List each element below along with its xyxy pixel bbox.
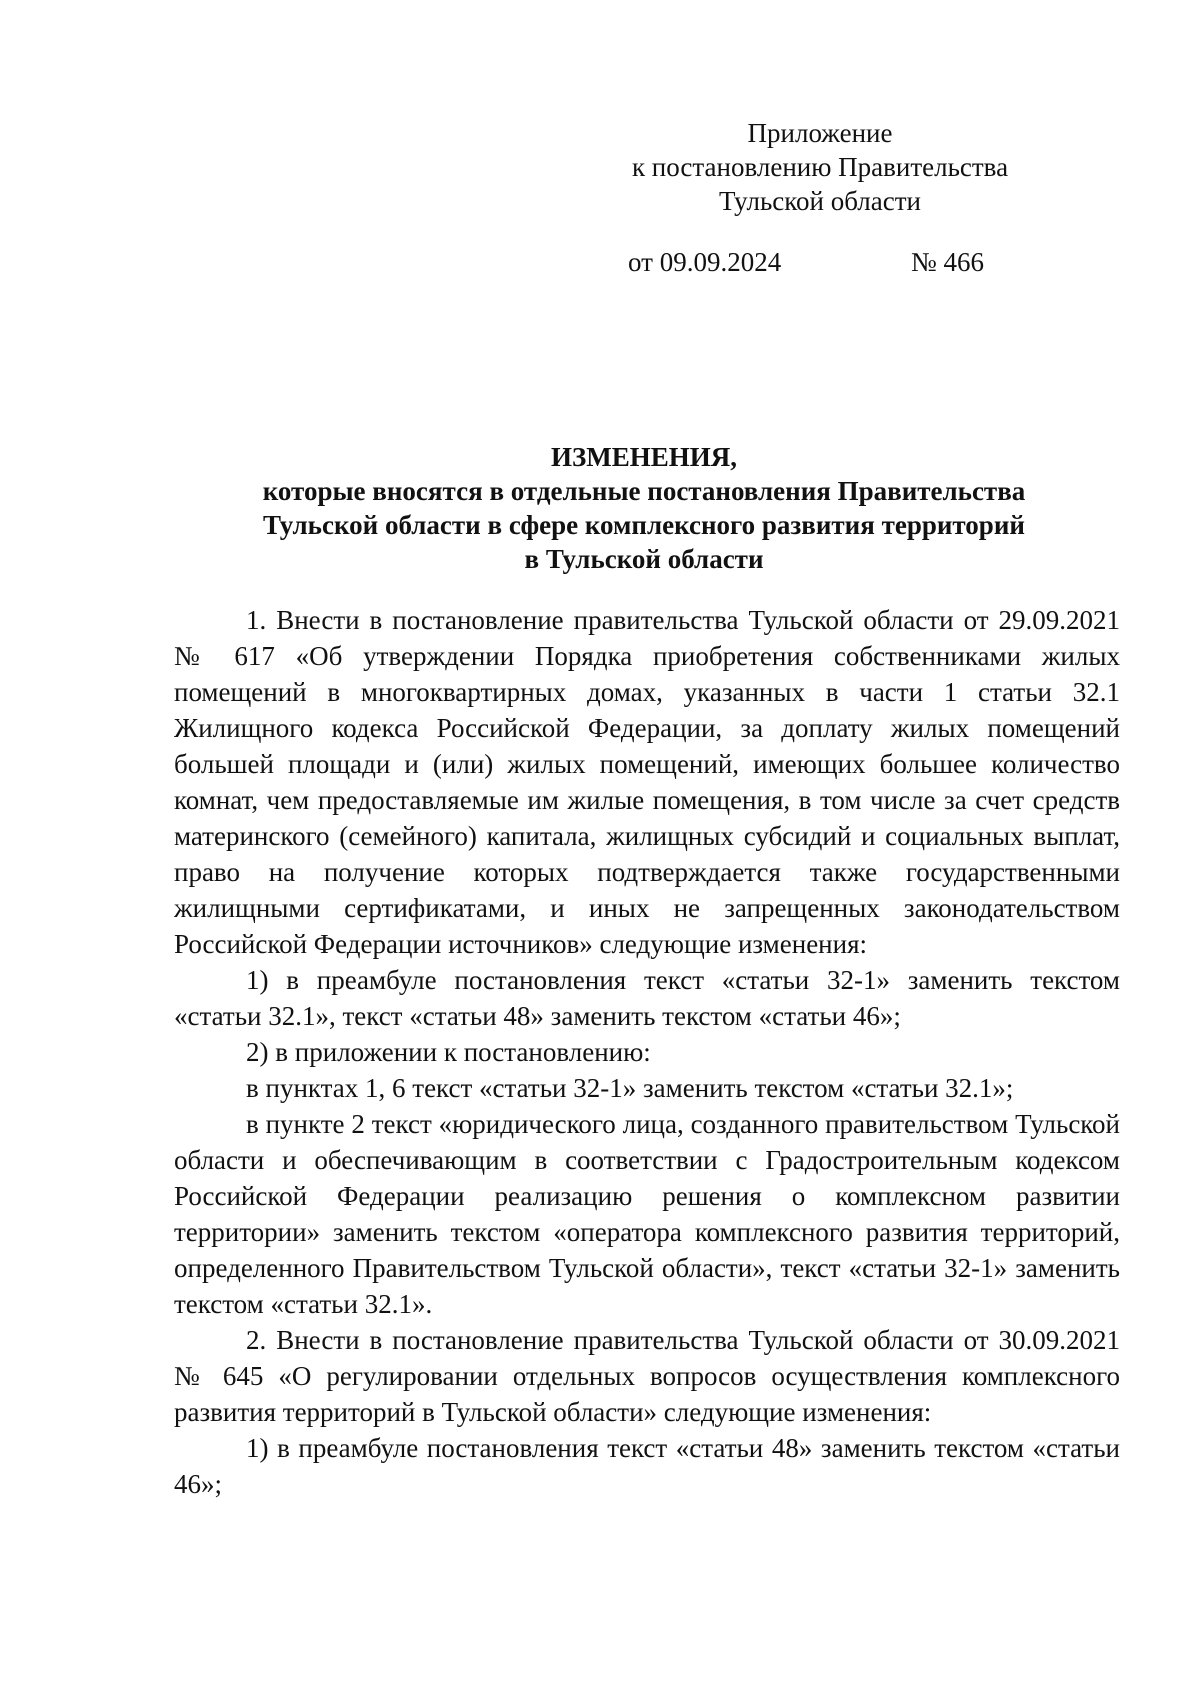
document-body: [174, 602, 1120, 1502]
appendix-region: Тульской области: [719, 186, 921, 216]
appendix-header: [620, 116, 1020, 218]
decree-number: № 466: [911, 247, 985, 277]
paragraph-subitem: 2) в приложении к постановлению:: [246, 1037, 651, 1067]
paragraph-subitem: в пункте 2 текст «юридического лица, созданного правительством Тульской области и обеспечивающим в соответствии с Градостроительным кодексом Российской Федерации реализацию решения о комплексном развитии территории» заменить текстом «оператора комплексного развития территорий, определенного Правительством Тульской области», текст «статьи 32-1» заменить текстом «статьи 32.1».: [174, 1109, 1120, 1319]
paragraph-subitem: 1) в преамбуле постановления текст «статьи 32-1» заменить текстом «статьи 32.1», текст «статьи 48» заменить текстом «статьи 46»;: [174, 965, 1120, 1031]
paragraph-subitem: в пунктах 1, 6 текст «статьи 32-1» заменить текстом «статьи 32.1»;: [246, 1073, 1014, 1103]
title-line: которые вносятся в отдельные постановления Правительства: [262, 476, 1026, 506]
paragraph-item-1: 1. Внести в постановление правительства Тульской области от 29.09.2021 № 617 «Об утверждении Порядка приобретения собственниками жилых помещений в многоквартирных домах, указанных в части 1 статьи 32.1 Жилищного кодекса Российской Федерации, за доплату жилых помещений большей площади и (или) жилых помещений, имеющих большее количество комнат, чем предоставляемые им жилые помещения, в том числе за счет средств материнского (семейного) капитала, жилищных субсидий и социальных выплат, право на получение которых подтверждается также государственными жилищными сертификатами, и иных не запрещенных законодательством Российской Федерации источников» следующие изменения:: [174, 605, 1120, 959]
decree-date: от 09.09.2024: [628, 247, 782, 277]
document-title: [174, 440, 1114, 576]
paragraph-subitem: 1) в преамбуле постановления текст «статьи 48» заменить текстом «статьи 46»;: [174, 1433, 1120, 1499]
paragraph-item-2: 2. Внести в постановление правительства Тульской области от 30.09.2021 № 645 «О регулировании отдельных вопросов осуществления комплексного развития территорий в Тульской области» следующие изменения:: [174, 1325, 1120, 1427]
appendix-reference: к постановлению Правительства: [631, 152, 1009, 182]
title-heading: ИЗМЕНЕНИЯ,: [550, 442, 737, 472]
title-line: в Тульской области: [524, 544, 764, 574]
appendix-label: Приложение: [747, 118, 893, 148]
title-line: Тульской области в сфере комплексного развития территорий: [263, 510, 1025, 540]
